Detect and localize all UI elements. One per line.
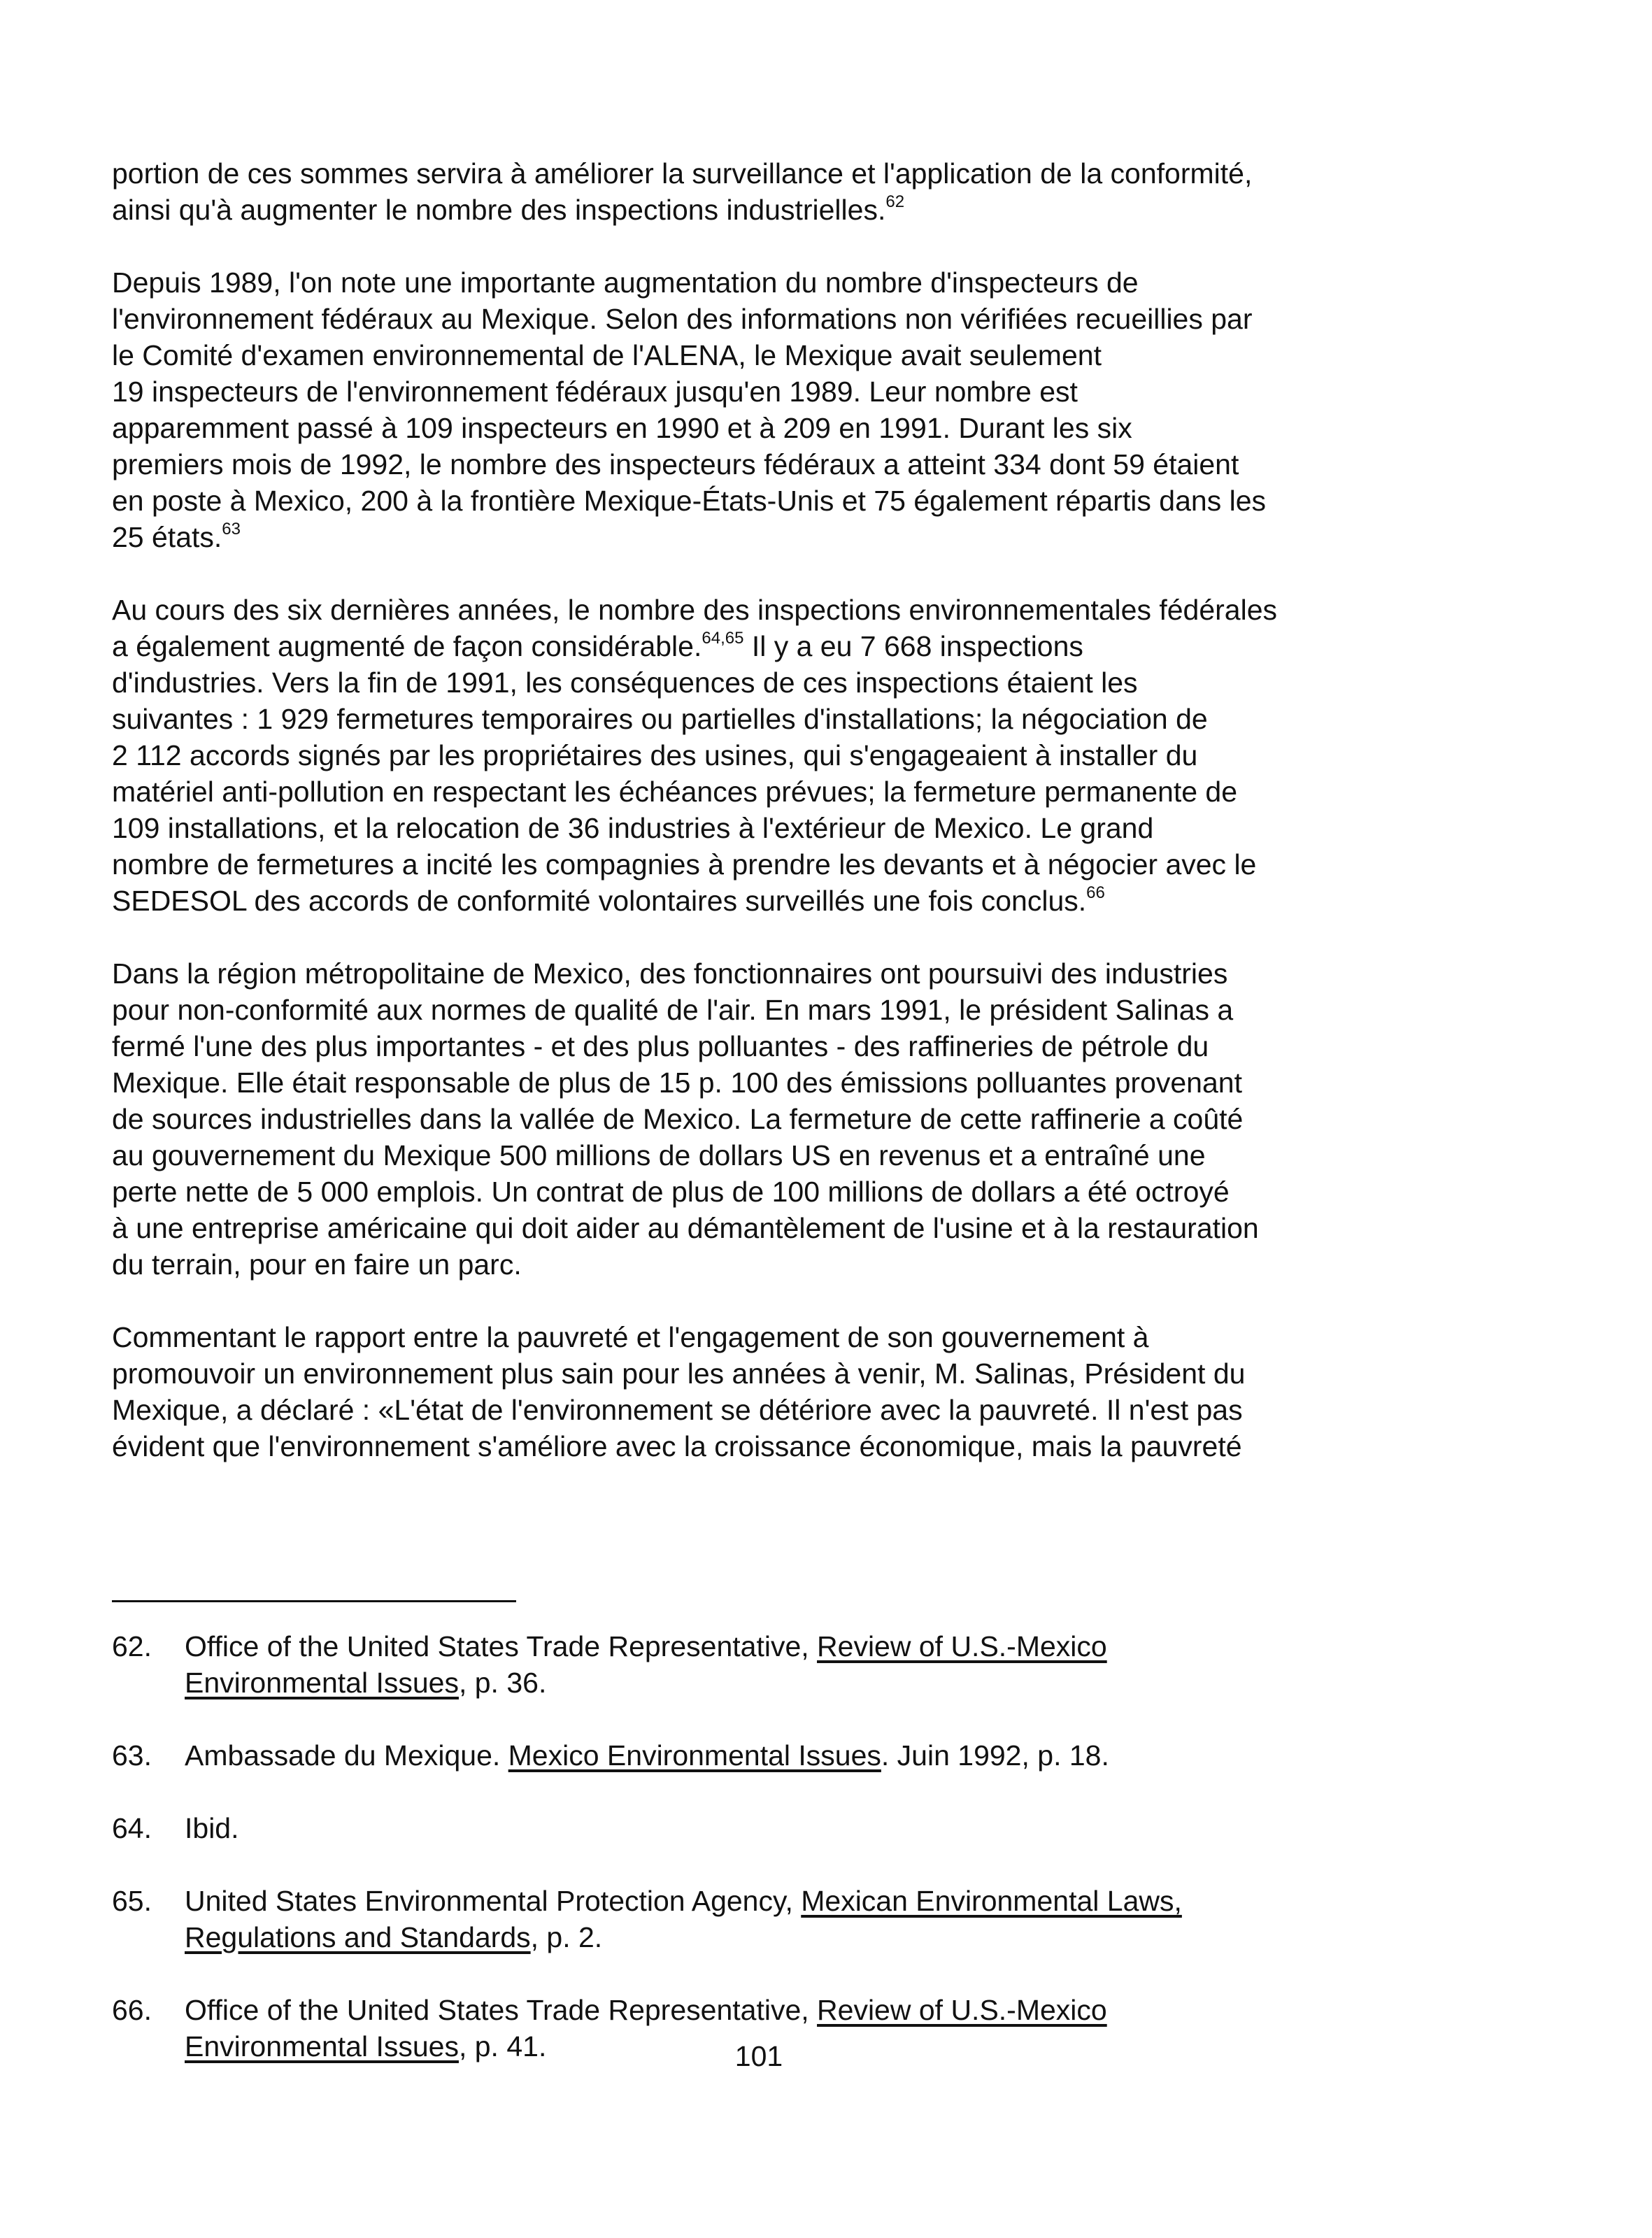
footnote-source: Ibid. [185,1812,239,1844]
footnotes [112,1628,1455,2101]
footnote-text [185,1883,1455,1955]
footnote-number: 64. [112,1812,152,1844]
footnote-title: Mexico Environmental Issues [508,1739,881,1772]
footnote-ref-63: 63 [222,520,241,539]
footnote-ref-66: 66 [1086,883,1105,902]
paragraph-1 [112,155,1455,228]
paragraph-text: Dans la région métropolitaine de Mexico, des fonctionnaires ont poursuivi des industries pour non-conformité aux normes de qualité de l'air. En mars 1991, le président Salinas a fermé l'une des plus importantes - et des plus polluantes - des raffineries de pétrole du Mexique. Elle était responsable de plus de 15 p. 100 des émissions polluantes provenant de sources industrielles dans la vallée de Mexico. La fermeture de cette raffinerie a coûté au gouvernement du Mexique 500 millions de dollars US en revenus et a entraîné une perte nette de 5 000 emplois. Un contrat de plus de 100 millions de dollars a été octroyé à une entreprise américaine qui doit aider au démantèlement de l'usine et à la restauration du terrain, pour en faire un parc. [112,957,1259,1281]
footnote-source: Ambassade du Mexique. [185,1739,508,1772]
footnote-63 [112,1737,1455,1774]
footnote-number: 62. [112,1630,152,1662]
footnote-text [185,1810,1455,1846]
footnote-source: Office of the United States Trade Representative, [185,1630,818,1662]
paragraph-text: Au cours des six dernières années, le nombre des inspections environnementales fédérales a également augmenté de façon considérable. [112,594,1278,662]
body-text [112,155,1455,1501]
footnote-source: United States Environmental Protection Agency, [185,1885,802,1917]
footnote-page: , p. 41. [458,2030,547,2062]
footnote-number: 65. [112,1885,152,1917]
footnote-source: Office of the United States Trade Representative, [185,1994,818,2026]
footnote-62 [112,1628,1455,1701]
footnote-page: , p. 36. [458,1667,547,1699]
footnote-ref-64-65: 64,65 [702,629,744,648]
footnote-title: Review of U.S.-Mexico Environmental Issues [185,1630,1107,1699]
footnote-title: Mexican Environmental Laws, Regulations and Standards [185,1885,1182,1953]
footnote-number: 66. [112,1994,152,2026]
footnote-divider [112,1600,516,1602]
paragraph-text: Commentant le rapport entre la pauvreté et l'engagement de son gouvernement à promouvoir un environnement plus sain pour les années à venir, M. Salinas, Président du Mexique, a déclaré : «L'état de l'environnement se détériore avec la pauvreté. Il n'est pas évident que l'environnement s'améliore avec la croissance économique, mais la pauvreté [112,1321,1246,1462]
footnote-title: Review of U.S.-Mexico Environmental Issues [185,1994,1107,2062]
footnote-page: , p. 2. [530,1921,603,1953]
page-number: 101 [734,2040,783,2072]
footnote-64 [112,1810,1455,1846]
paragraph-text: Depuis 1989, l'on note une importante augmentation du nombre d'inspecteurs de l'environnement fédéraux au Mexique. Selon des informations non vérifiées recueillies par le Comité d'examen environnemental de l'ALENA, le Mexique avait seulement 19 inspecteurs de l'environnement fédéraux jusqu'en 1989. Leur nombre est apparemment passé à 109 inspecteurs en 1990 et à 209 en 1991. Durant les six premiers mois de 1992, le nombre des inspecteurs fédéraux a atteint 334 dont 59 étaient en poste à Mexico, 200 à la frontière Mexique-États-Unis et 75 également répartis dans les 25 états. [112,266,1266,553]
footnote-text [185,1628,1455,1701]
paragraph-5 [112,1319,1455,1464]
footnote-number: 63. [112,1739,152,1772]
footnote-page: . Juin 1992, p. 18. [881,1739,1109,1772]
footnote-text [185,1737,1455,1774]
paragraph-2 [112,264,1455,555]
paragraph-4 [112,955,1455,1283]
footnote-ref-62: 62 [885,192,905,211]
paragraph-3 [112,592,1455,919]
paragraph-text: portion de ces sommes servira à améliorer la surveillance et l'application de la conformité, ainsi qu'à augmenter le nombre des inspections industrielles. [112,157,1253,226]
paragraph-text: Il y a eu 7 668 inspections d'industries. Vers la fin de 1991, les conséquences de ces inspections étaient les suivantes : 1 929 fermetures temporaires ou partielles d'installations; la négociation de 2 112 accords signés par les propriétaires des usines, qui s'engageaient à installer du matériel anti-pollution en respectant les échéances prévues; la fermeture permanente de 109 installations, et la relocation de 36 industries à l'extérieur de Mexico. Le grand nombre de fermetures a incité les compagnies à prendre les devants et à négocier avec le SEDESOL des accords de conformité volontaires surveillés une fois conclus. [112,630,1257,917]
footnote-65 [112,1883,1455,1955]
